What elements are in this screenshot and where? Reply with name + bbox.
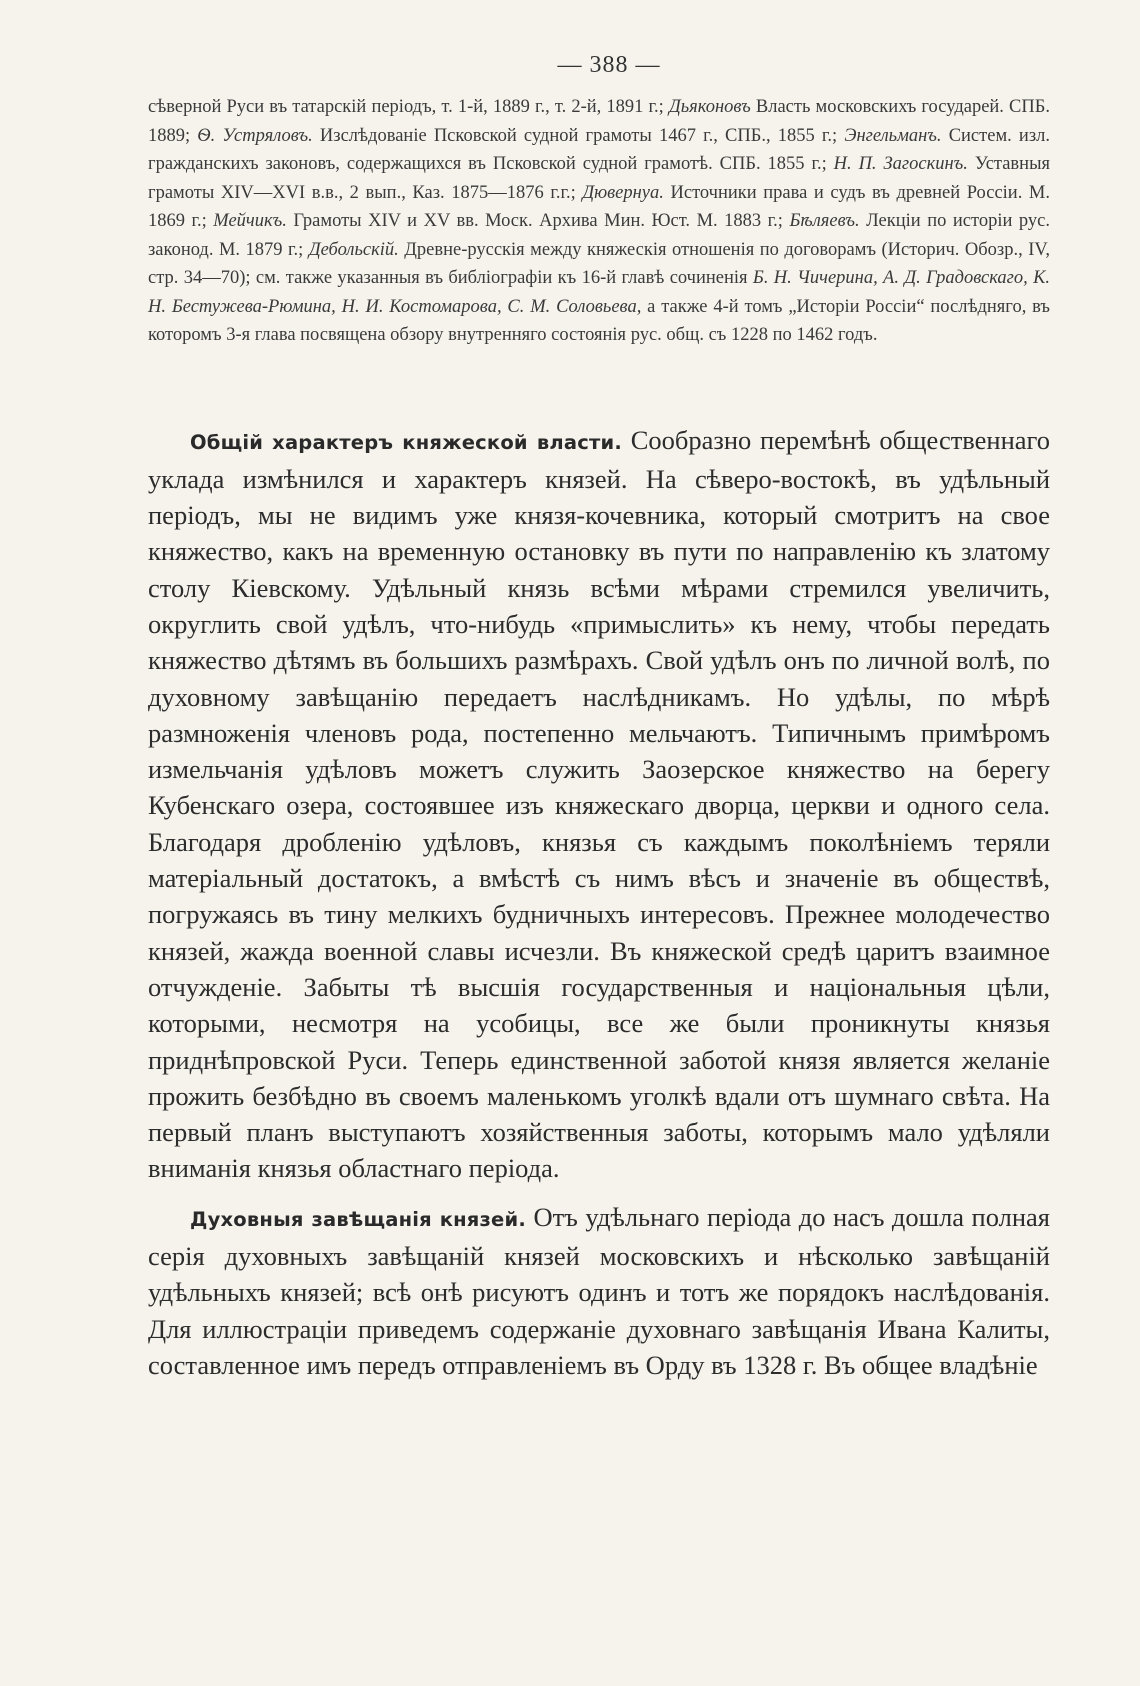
bib-text: сѣверной Руси въ татарскій періодъ, т. 1-й, 1889 г., т. 2-й, 1891 г.; bbox=[148, 97, 669, 117]
bib-author: Дебольскій. bbox=[308, 239, 399, 260]
section-general-character bbox=[148, 422, 1050, 1187]
bibliography-paragraph bbox=[148, 93, 1050, 350]
section-spiritual-testaments bbox=[148, 1199, 1050, 1383]
page-number: — 388 — bbox=[557, 52, 661, 78]
section-body: Отъ удѣльнаго періода до насъ дошла полная серія духовныхъ завѣщаній князей московскихъ и нѣсколько завѣщаній удѣльныхъ князей; всѣ онѣ рисуютъ одинъ и тотъ же порядокъ наслѣдованія. Для иллюстраціи приведемъ содержаніе духовнаго завѣщанія Ивана Калиты, составленное имъ передъ отправленіемъ въ Орду въ 1328 г. Въ общее владѣніе bbox=[148, 1201, 1050, 1380]
bib-text: Лекціи по исторіи рус. законод. М. 1879 г.; bbox=[148, 211, 1050, 260]
section-body: Сообразно перемѣнѣ общественнаго уклада измѣнился и характеръ князей. На сѣверо-востокѣ, въ удѣльный періодъ, мы не видимъ уже князя-кочевника, который смотритъ на свое княжество, какъ на временную остановку въ пути по направленію къ златому столу Кіевскому. Удѣльный князь всѣми мѣрами стремился увеличить, округлить свой удѣлъ, что-нибудь «примыслить» къ нему, чтобы передать княжество дѣтямъ въ большихъ размѣрахъ. Свой удѣлъ онъ по личной волѣ, по духовному завѣщанію передаетъ наслѣдникамъ. Но удѣлы, по мѣрѣ размноженія членовъ рода, постепенно мельчаютъ. Типичнымъ примѣромъ измельчанія удѣловъ можетъ служить Заозерское княжество на берегу Кубенскаго озера, состоявшее изъ княжескаго дворца, церкви и одного села. Благодаря дробленію удѣловъ, князья съ каждымъ поколѣніемъ теряли матеріальный достатокъ, а вмѣстѣ съ нимъ вѣсъ и значеніе въ обществѣ, погружаясь въ тину мелкихъ будничныхъ интересовъ. Прежнее молодечество князей, жажда военной славы исчезли. Въ княжеской средѣ царитъ взаимное отчужденіе. Забыты тѣ высшія государственныя и національныя цѣли, которыми, несмотря на усобицы, все же были проникнуты князья приднѣпровской Руси. Теперь единственной заботой князя является желаніе прожить безбѣдно въ своемъ маленькомъ уголкѣ вдали отъ шумнаго свѣта. На первый планъ выступаютъ хозяйственныя заботы, которымъ мало удѣляли вниманія князья областнаго періода. bbox=[148, 424, 1050, 1184]
bib-author: Б. Н. Чичерина, А. Д. Градовскаго, К. Н. Бестужева-Рюмина, Н. И. Костомарова, С. М. Соловьева, bbox=[148, 268, 1050, 317]
bib-author: Дювернуа. bbox=[582, 182, 664, 203]
bib-text: Древне-русскія между княжескія отношенія по договорамъ (Историч. Обозр., IV, стр. 34—70); см. также указанныя въ библіографіи къ 16-й главѣ сочиненія bbox=[148, 239, 1050, 288]
bib-text: Уставныя грамоты XIV—XVI в.в., 2 вып., Каз. 1875—1876 г.г.; bbox=[148, 154, 1051, 203]
bib-text: Изслѣдованіе Псковской судной грамоты 1467 г., СПБ., 1855 г.; bbox=[312, 125, 845, 146]
bib-author: Ѳ. Устряловъ. bbox=[197, 125, 313, 146]
bib-text: Власть московскихъ государей. СПБ. 1889; bbox=[148, 97, 1051, 146]
bib-author: Дьяконовъ bbox=[668, 97, 751, 117]
bib-text: Грамоты XIV и XV вв. Моск. Архива Мин. Юст. М. 1883 г.; bbox=[286, 211, 790, 231]
bib-author: Бѣляевъ. bbox=[789, 211, 860, 231]
bib-text: Источники права и судъ въ древней Россіи. М. 1869 г.; bbox=[148, 182, 1050, 231]
section-heading: Общій характеръ княжеской власти. bbox=[190, 430, 622, 454]
bib-author: Энгельманъ. bbox=[844, 125, 942, 146]
section-heading: Духовныя завѣщанія князей. bbox=[190, 1207, 526, 1231]
bib-author: Н. П. Загоскинъ. bbox=[833, 154, 968, 174]
bib-text: Систем. изл. гражданскихъ законовъ, содержащихся въ Псковской судной грамотѣ. СПБ. 1855 г.; bbox=[148, 125, 1050, 174]
bib-author: Мейчикъ. bbox=[213, 211, 287, 231]
bib-text: а также 4-й томъ „Исторіи Россіи“ послѣдняго, въ которомъ 3-я глава посвящена обзору внутренняго состоянія рус. общ. съ 1228 по 1462 годъ. bbox=[148, 296, 1050, 345]
